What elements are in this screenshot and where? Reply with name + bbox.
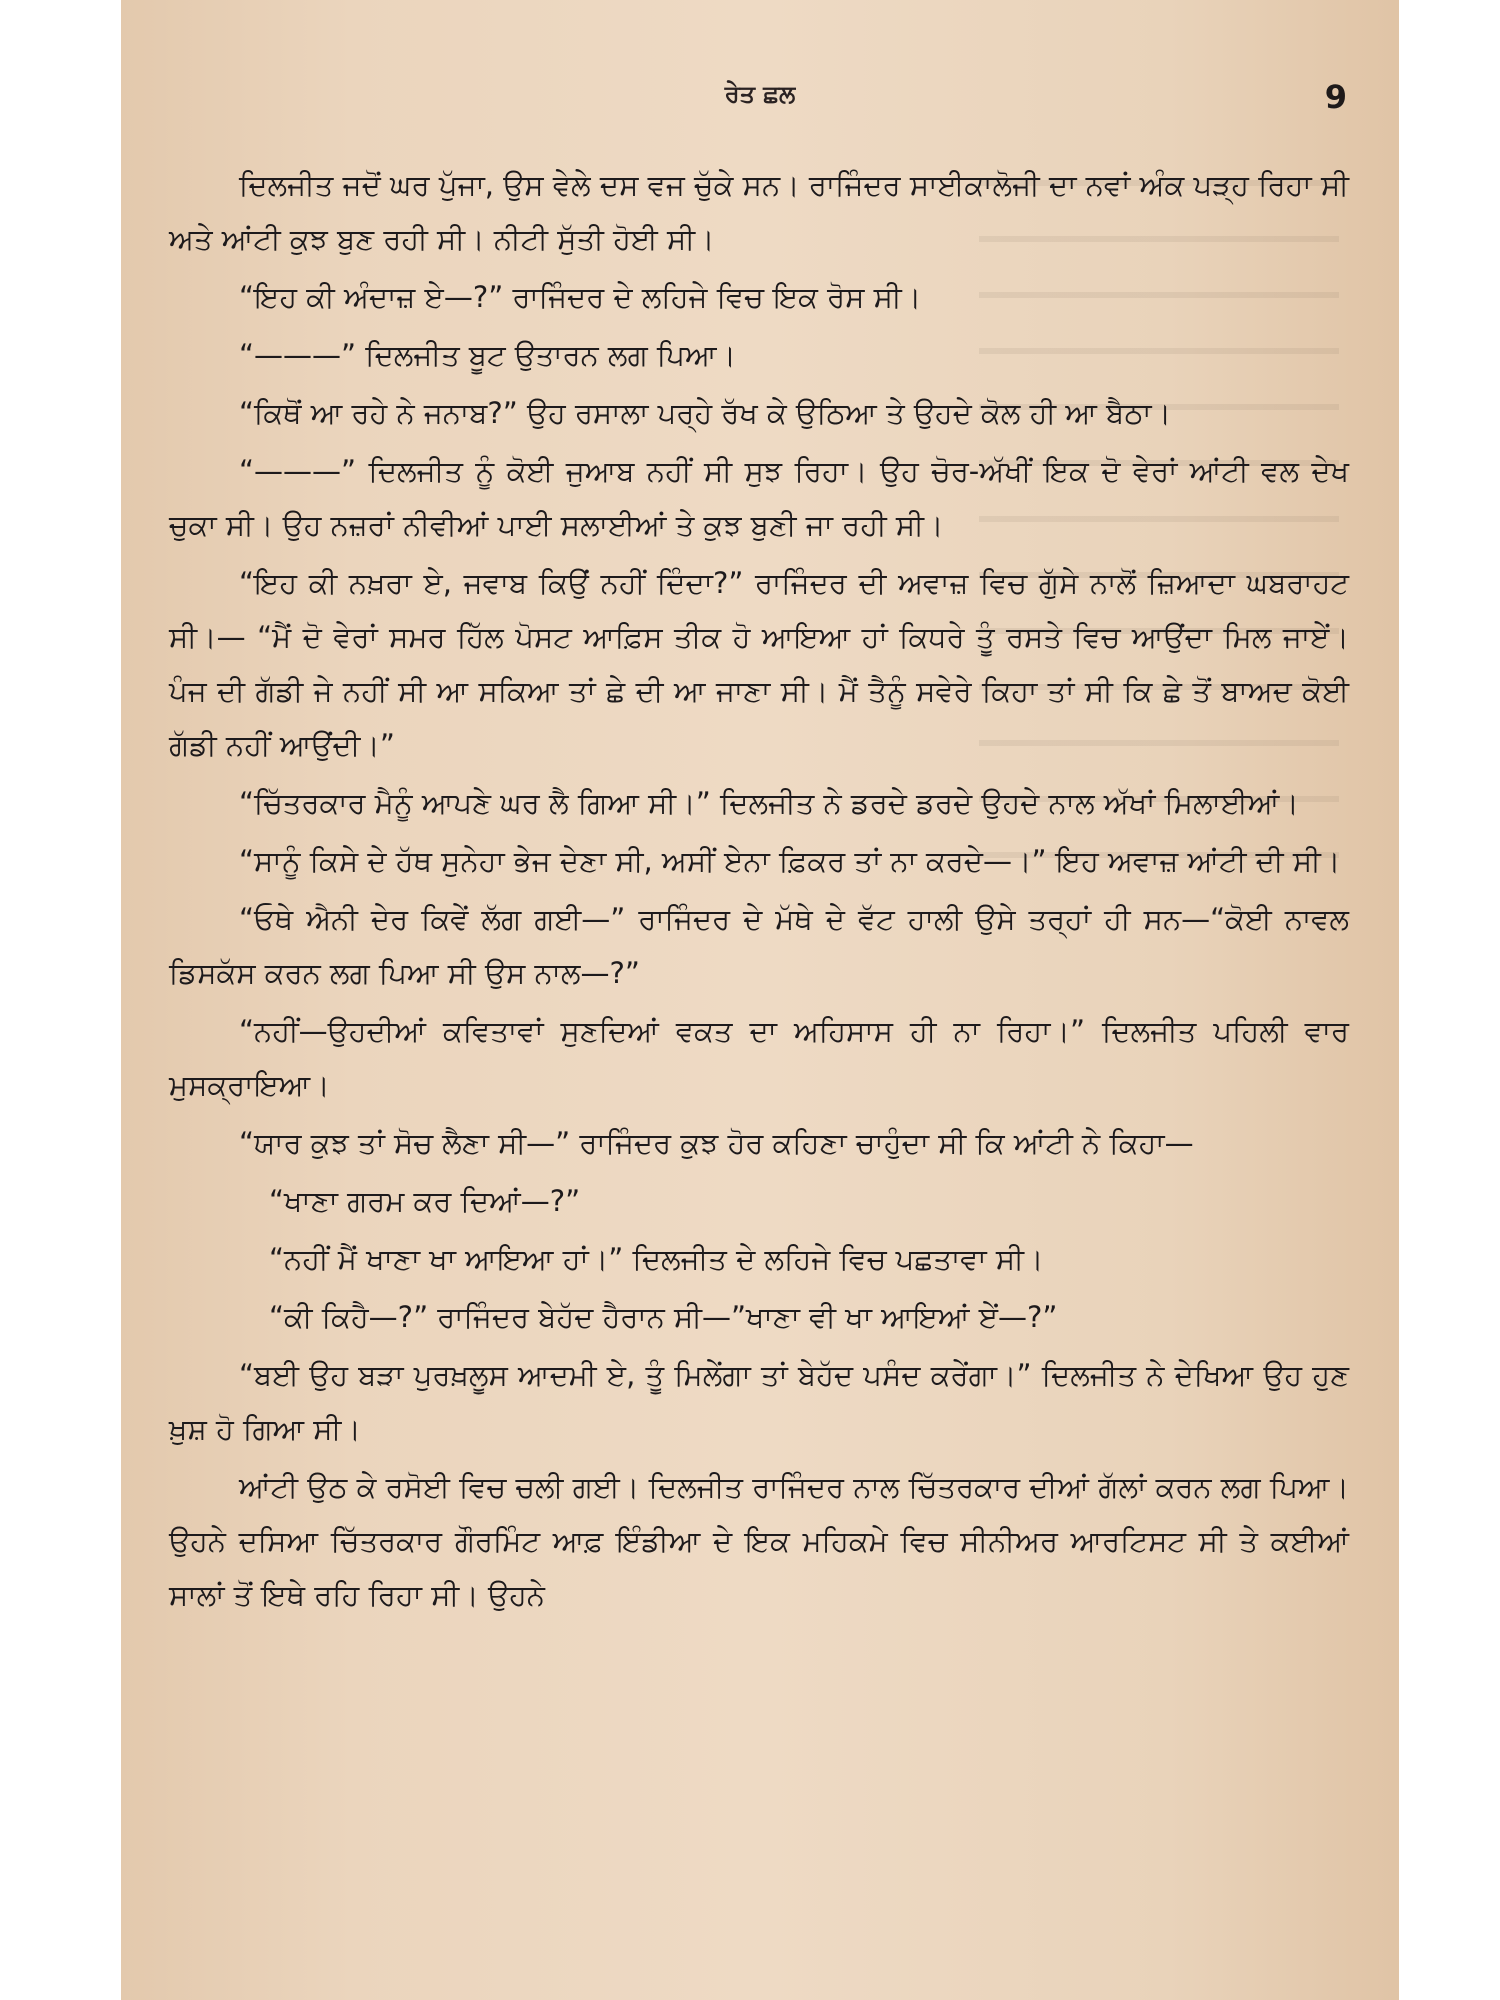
paragraph: “ਚਿੱਤਰਕਾਰ ਮੈਨੂੰ ਆਪਣੇ ਘਰ ਲੈ ਗਿਆ ਸੀ।” ਦਿਲਜੀਤ ਨੇ ਡਰਦੇ ਡਰਦੇ ਉਹਦੇ ਨਾਲ ਅੱਖਾਂ ਮਿਲਾਈਆਂ। (239, 786, 1299, 820)
page-body (169, 158, 1349, 1626)
paragraph: “ਨਹੀਂ—ਉਹਦੀਆਂ ਕਵਿਤਾਵਾਂ ਸੁਣਦਿਆਂ ਵਕਤ ਦਾ ਅਹਿਸਾਸ ਹੀ ਨਾ ਰਿਹਾ।” ਦਿਲਜੀਤ ਪਹਿਲੀ ਵਾਰ ਮੁਸਕ੍ਰਾਇਆ। (169, 1014, 1349, 1102)
paragraph: “———” ਦਿਲਜੀਤ ਬੂਟ ਉਤਾਰਨ ਲਗ ਪਿਆ। (239, 338, 737, 372)
page-number: 9 (1324, 78, 1347, 116)
paragraph: “ਸਾਨੂੰ ਕਿਸੇ ਦੇ ਹੱਥ ਸੁਨੇਹਾ ਭੇਜ ਦੇਣਾ ਸੀ, ਅਸੀਂ ਏਨਾ ਫ਼ਿਕਰ ਤਾਂ ਨਾ ਕਰਦੇ—।” ਇਹ ਅਵਾਜ਼ ਆਂਟੀ ਦੀ ਸੀ। (239, 844, 1341, 878)
paragraph: “ਇਹ ਕੀ ਨਖ਼ਰਾ ਏ, ਜਵਾਬ ਕਿਉਂ ਨਹੀਂ ਦਿੰਦਾ?” ਰਾਜਿੰਦਰ ਦੀ ਅਵਾਜ਼ ਵਿਚ ਗੁੱਸੇ ਨਾਲੋਂ ਜ਼ਿਆਦਾ ਘਬਰਾਹਟ ਸੀ।— “ਮੈਂ ਦੋ ਵੇਰਾਂ ਸਮਰ ਹਿੱਲ ਪੋਸਟ ਆਫ਼ਿਸ ਤੀਕ ਹੋ ਆਇਆ ਹਾਂ ਕਿਧਰੇ ਤੂੰ ਰਸਤੇ ਵਿਚ ਆਉਂਦਾ ਮਿਲ ਜਾਏਂ। ਪੰਜ ਦੀ ਗੱਡੀ ਜੇ ਨਹੀਂ ਸੀ ਆ ਸਕਿਆ ਤਾਂ ਛੇ ਦੀ ਆ ਜਾਣਾ ਸੀ। ਮੈਂ ਤੈਨੂੰ ਸਵੇਰੇ ਕਿਹਾ ਤਾਂ ਸੀ ਕਿ ਛੇ ਤੋਂ ਬਾਅਦ ਕੋਈ ਗੱਡੀ ਨਹੀਂ ਆਉਂਦੀ।” (169, 566, 1349, 762)
paragraph: “ਕੀ ਕਿਹੈ—?” ਰਾਜਿੰਦਰ ਬੇਹੱਦ ਹੈਰਾਨ ਸੀ—”ਖਾਣਾ ਵੀ ਖਾ ਆਇਆਂ ਏਂ—?” (269, 1300, 1058, 1334)
paragraph: “ਖਾਣਾ ਗਰਮ ਕਰ ਦਿਆਂ—?” (269, 1184, 581, 1218)
paragraph: “ਓਥੇ ਐਨੀ ਦੇਰ ਕਿਵੇਂ ਲੱਗ ਗਈ—” ਰਾਜਿੰਦਰ ਦੇ ਮੱਥੇ ਦੇ ਵੱਟ ਹਾਲੀ ਉਸੇ ਤਰ੍ਹਾਂ ਹੀ ਸਨ—“ਕੋਈ ਨਾਵਲ ਡਿਸਕੱਸ ਕਰਨ ਲਗ ਪਿਆ ਸੀ ਉਸ ਨਾਲ—?” (169, 902, 1349, 990)
paragraph: “ਇਹ ਕੀ ਅੰਦਾਜ਼ ਏ—?” ਰਾਜਿੰਦਰ ਦੇ ਲਹਿਜੇ ਵਿਚ ਇਕ ਰੋਸ ਸੀ। (239, 280, 922, 314)
page-header (121, 80, 1399, 120)
paragraph: “ਨਹੀਂ ਮੈਂ ਖਾਣਾ ਖਾ ਆਇਆ ਹਾਂ।” ਦਿਲਜੀਤ ਦੇ ਲਹਿਜੇ ਵਿਚ ਪਛਤਾਵਾ ਸੀ। (269, 1242, 1044, 1276)
paragraph: ਦਿਲਜੀਤ ਜਦੋਂ ਘਰ ਪੁੱਜਾ, ਉਸ ਵੇਲੇ ਦਸ ਵਜ ਚੁੱਕੇ ਸਨ। ਰਾਜਿੰਦਰ ਸਾਈਕਾਲੋਜੀ ਦਾ ਨਵਾਂ ਅੰਕ ਪੜ੍ਹ ਰਿਹਾ ਸੀ ਅਤੇ ਆਂਟੀ ਕੁਝ ਬੁਣ ਰਹੀ ਸੀ। ਨੀਟੀ ਸੁੱਤੀ ਹੋਈ ਸੀ। (169, 168, 1349, 256)
paragraph: “ਬਈ ਉਹ ਬੜਾ ਪੁਰਖ਼ਲੂਸ ਆਦਮੀ ਏ, ਤੂੰ ਮਿਲੇਂਗਾ ਤਾਂ ਬੇਹੱਦ ਪਸੰਦ ਕਰੇਂਗਾ।” ਦਿਲਜੀਤ ਨੇ ਦੇਖਿਆ ਉਹ ਹੁਣ ਖ਼ੁਸ਼ ਹੋ ਗਿਆ ਸੀ। (169, 1358, 1349, 1446)
paragraph: “ਯਾਰ ਕੁਝ ਤਾਂ ਸੋਚ ਲੈਣਾ ਸੀ—” ਰਾਜਿੰਦਰ ਕੁਝ ਹੋਰ ਕਹਿਣਾ ਚਾਹੁੰਦਾ ਸੀ ਕਿ ਆਂਟੀ ਨੇ ਕਿਹਾ— (239, 1126, 1194, 1160)
paragraph: ਆਂਟੀ ਉਠ ਕੇ ਰਸੋਈ ਵਿਚ ਚਲੀ ਗਈ। ਦਿਲਜੀਤ ਰਾਜਿੰਦਰ ਨਾਲ ਚਿੱਤਰਕਾਰ ਦੀਆਂ ਗੱਲਾਂ ਕਰਨ ਲਗ ਪਿਆ। ਉਹਨੇ ਦਸਿਆ ਚਿੱਤਰਕਾਰ ਗੌਰਮਿੰਟ ਆਫ਼ ਇੰਡੀਆ ਦੇ ਇਕ ਮਹਿਕਮੇ ਵਿਚ ਸੀਨੀਅਰ ਆਰਟਿਸਟ ਸੀ ਤੇ ਕਈਆਂ ਸਾਲਾਂ ਤੋਂ ਇਥੇ ਰਹਿ ਰਿਹਾ ਸੀ। ਉਹਨੇ (169, 1470, 1349, 1612)
book-page (121, 0, 1399, 2000)
paragraph: “ਕਿਥੋਂ ਆ ਰਹੇ ਨੇ ਜਨਾਬ?” ਉਹ ਰਸਾਲਾ ਪਰ੍ਹੇ ਰੱਖ ਕੇ ਉਠਿਆ ਤੇ ਉਹਦੇ ਕੋਲ ਹੀ ਆ ਬੈਠਾ। (239, 396, 1172, 430)
running-title: ਰੇਤ ਛਲ (724, 80, 796, 108)
paragraph: “———” ਦਿਲਜੀਤ ਨੂੰ ਕੋਈ ਜੁਆਬ ਨਹੀਂ ਸੀ ਸੁਝ ਰਿਹਾ। ਉਹ ਚੋਰ-ਅੱਖੀਂ ਇਕ ਦੋ ਵੇਰਾਂ ਆਂਟੀ ਵਲ ਦੇਖ ਚੁਕਾ ਸੀ। ਉਹ ਨਜ਼ਰਾਂ ਨੀਵੀਆਂ ਪਾਈ ਸਲਾਈਆਂ ਤੇ ਕੁਝ ਬੁਣੀ ਜਾ ਰਹੀ ਸੀ। (169, 454, 1349, 542)
